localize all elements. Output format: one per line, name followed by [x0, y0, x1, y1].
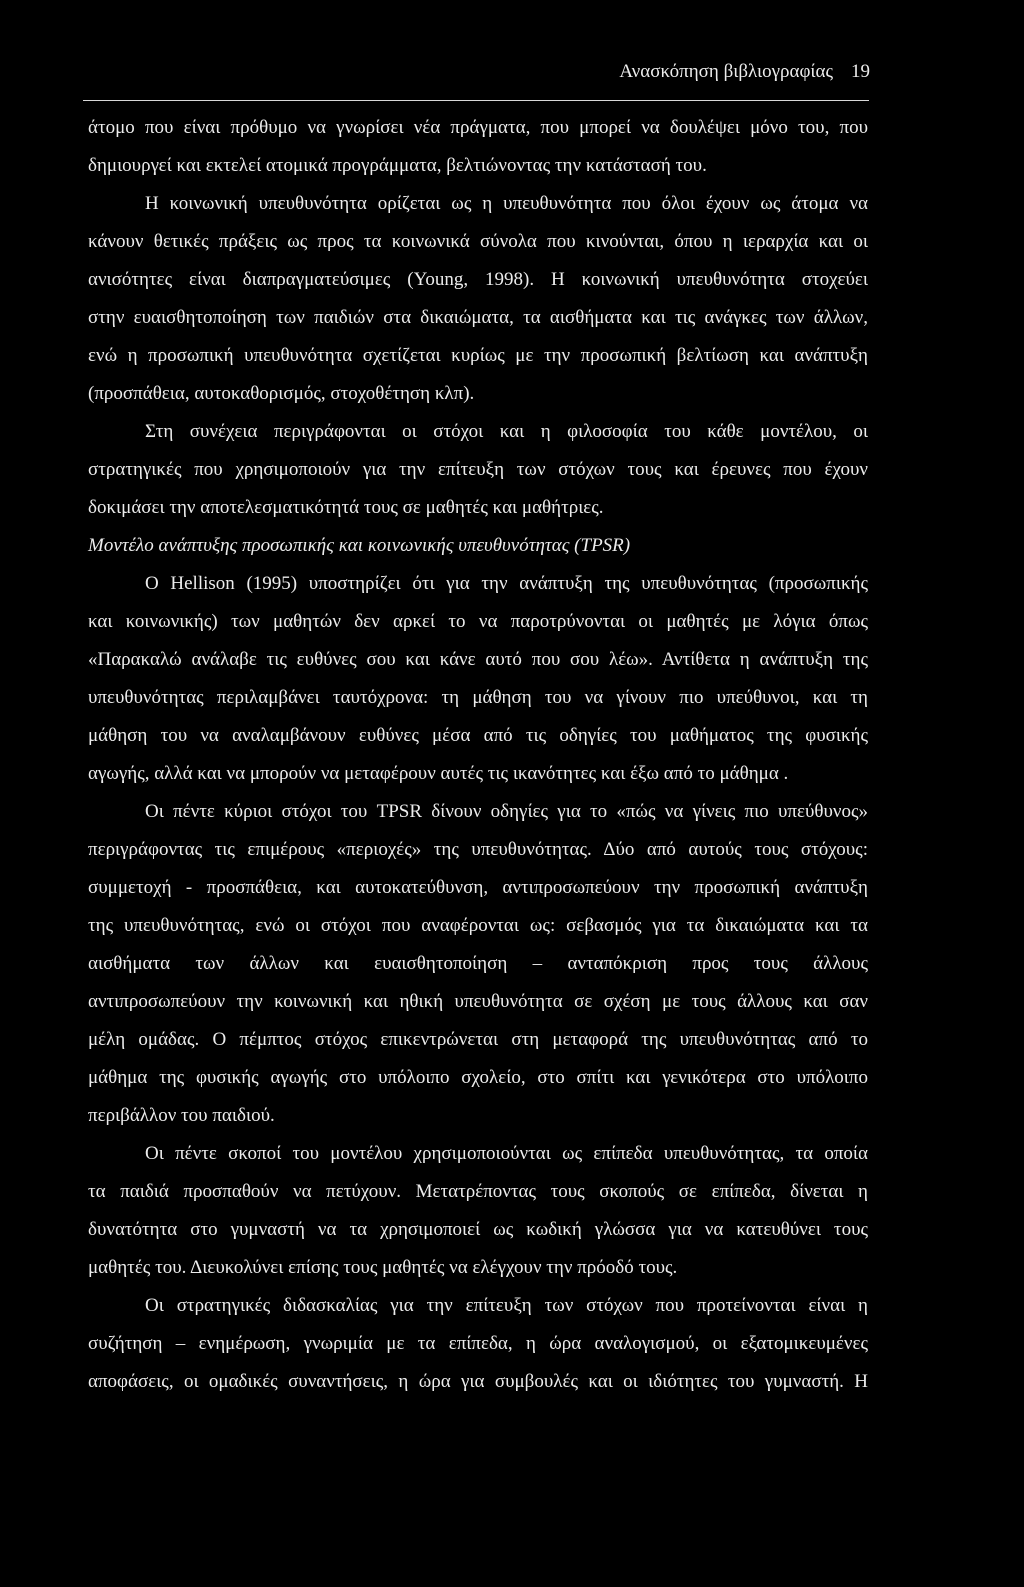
body-line: άτομο που είναι πρόθυμο να γνωρίσει νέα πράγματα, που μπορεί να δουλέψει μόνο του, που [88, 117, 868, 138]
paragraph [88, 413, 868, 527]
body-line: μάθηση του να αναλαμβάνουν ευθύνες μέσα από τις οδηγίες του μαθήματος της φυσικής [88, 725, 868, 746]
body-line: ανισότητες είναι διαπραγματεύσιμες (Young, 1998). Η κοινωνική υπευθυνότητα στοχεύει [88, 269, 868, 290]
body-line: και κοινωνικής) των μαθητών δεν αρκεί το να παροτρύνονται οι μαθητές με λόγια όπως [88, 611, 868, 632]
body-line: δοκιμάσει την αποτελεσματικότητά τους σε μαθητές και μαθήτριες. [88, 497, 604, 518]
body-line: της υπευθυνότητας, ενώ οι στόχοι που αναφέρονται ως: σεβασμός για τα δικαιώματα και τα [88, 915, 868, 936]
body-line: Ο Hellison (1995) υποστηρίζει ότι για την ανάπτυξη της υπευθυνότητας (προσωπικής [145, 573, 868, 594]
running-header-title: Ανασκόπηση βιβλιογραφίας [619, 61, 833, 82]
body-line: δημιουργεί και εκτελεί ατομικά προγράμματα, βελτιώνοντας την κατάστασή του. [88, 155, 707, 176]
body-line: στην ευαισθητοποίηση των παιδιών στα δικαιώματα, τα αισθήματα και τις ανάγκες των άλλων, [88, 307, 868, 328]
header-divider [83, 100, 869, 101]
body-line: τα παιδιά προσπαθούν να πετύχουν. Μετατρέποντας τους σκοπούς σε επίπεδα, δίνεται η [88, 1181, 868, 1202]
body-line: συμμετοχή - προσπάθεια, και αυτοκατεύθυνση, αντιπροσωπεύουν την προσωπική ανάπτυξη [88, 877, 868, 898]
body-line: Οι πέντε κύριοι στόχοι του TPSR δίνουν οδηγίες για το «πώς να γίνεις πιο υπεύθυνος» [145, 801, 868, 822]
section-heading: Μοντέλο ανάπτυξης προσωπικής και κοινωνικής υπευθυνότητας (TPSR) [88, 535, 631, 556]
body-line: μάθημα της φυσικής αγωγής στο υπόλοιπο σχολείο, στο σπίτι και γενικότερα στο υπόλοιπο [88, 1067, 868, 1088]
running-header [88, 60, 870, 84]
body-line: δυνατότητα στο γυμναστή να τα χρησιμοποιεί ως κωδική γλώσσα για να κατευθύνει τους [88, 1219, 868, 1240]
body-line: περιγράφοντας τις επιμέρους «περιοχές» της υπευθυνότητας. Δύο από αυτούς τους στόχους: [88, 839, 868, 860]
body-line: αγωγής, αλλά και να μπορούν να μεταφέρουν αυτές τις ικανότητες και έξω από το μάθημα . [88, 763, 789, 784]
body-line: αισθήματα των άλλων και ευαισθητοποίηση – ανταπόκριση προς τους άλλους [88, 953, 868, 974]
body-line: μέλη ομάδας. Ο πέμπτος στόχος επικεντρώνεται στη μεταφορά της υπευθυνότητας από το [88, 1029, 868, 1050]
body-line: Στη συνέχεια περιγράφονται οι στόχοι και η φιλοσοφία του κάθε μοντέλου, οι [145, 421, 868, 442]
body-line: ενώ η προσωπική υπευθυνότητα σχετίζεται κυρίως με την προσωπική βελτίωση και ανάπτυξη [88, 345, 868, 366]
page-body [88, 109, 868, 1401]
body-line: Οι στρατηγικές διδασκαλίας για την επίτευξη των στόχων που προτείνονται είναι η [145, 1295, 868, 1316]
body-line: υπευθυνότητας περιλαμβάνει ταυτόχρονα: τη μάθηση του να γίνουν πιο υπεύθυνοι, και τη [88, 687, 868, 708]
body-line: «Παρακαλώ ανάλαβε τις ευθύνες σου και κάνε αυτό που σου λέω». Αντίθετα η ανάπτυξη της [88, 649, 868, 670]
body-line: συζήτηση – ενημέρωση, γνωριμία με τα επίπεδα, η ώρα αναλογισμού, οι εξατομικευμένες [88, 1333, 868, 1354]
body-line: κάνουν θετικές πράξεις ως προς τα κοινωνικά σύνολα που κινούνται, όπου η ιεραρχία και οι [88, 231, 868, 252]
paragraph [88, 185, 868, 413]
body-line: αποφάσεις, οι ομαδικές συναντήσεις, η ώρα για συμβουλές και οι ιδιότητες του γυμναστή. Η [88, 1371, 868, 1392]
body-line: μαθητές του. Διευκολύνει επίσης τους μαθητές να ελέγχουν την πρόοδό τους. [88, 1257, 678, 1278]
body-line: περιβάλλον του παιδιού. [88, 1105, 275, 1126]
body-line: Η κοινωνική υπευθυνότητα ορίζεται ως η υπευθυνότητα που όλοι έχουν ως άτομα να [145, 193, 868, 214]
paragraph [88, 1135, 868, 1287]
body-line: Οι πέντε σκοποί του μοντέλου χρησιμοποιούνται ως επίπεδα υπευθυνότητας, τα οποία [145, 1143, 868, 1164]
paragraph [88, 793, 868, 1135]
paragraph [88, 109, 868, 185]
paragraph [88, 565, 868, 793]
body-line: στρατηγικές που χρησιμοποιούν για την επίτευξη των στόχων τους και έρευνες που έχουν [88, 459, 868, 480]
page-number: 19 [851, 61, 870, 82]
paragraph [88, 1287, 868, 1401]
body-line: (προσπάθεια, αυτοκαθορισμός, στοχοθέτηση κλπ). [88, 383, 475, 404]
body-line: αντιπροσωπεύουν την κοινωνική και ηθική υπευθυνότητα σε σχέση με τους άλλους και σαν [88, 991, 868, 1012]
